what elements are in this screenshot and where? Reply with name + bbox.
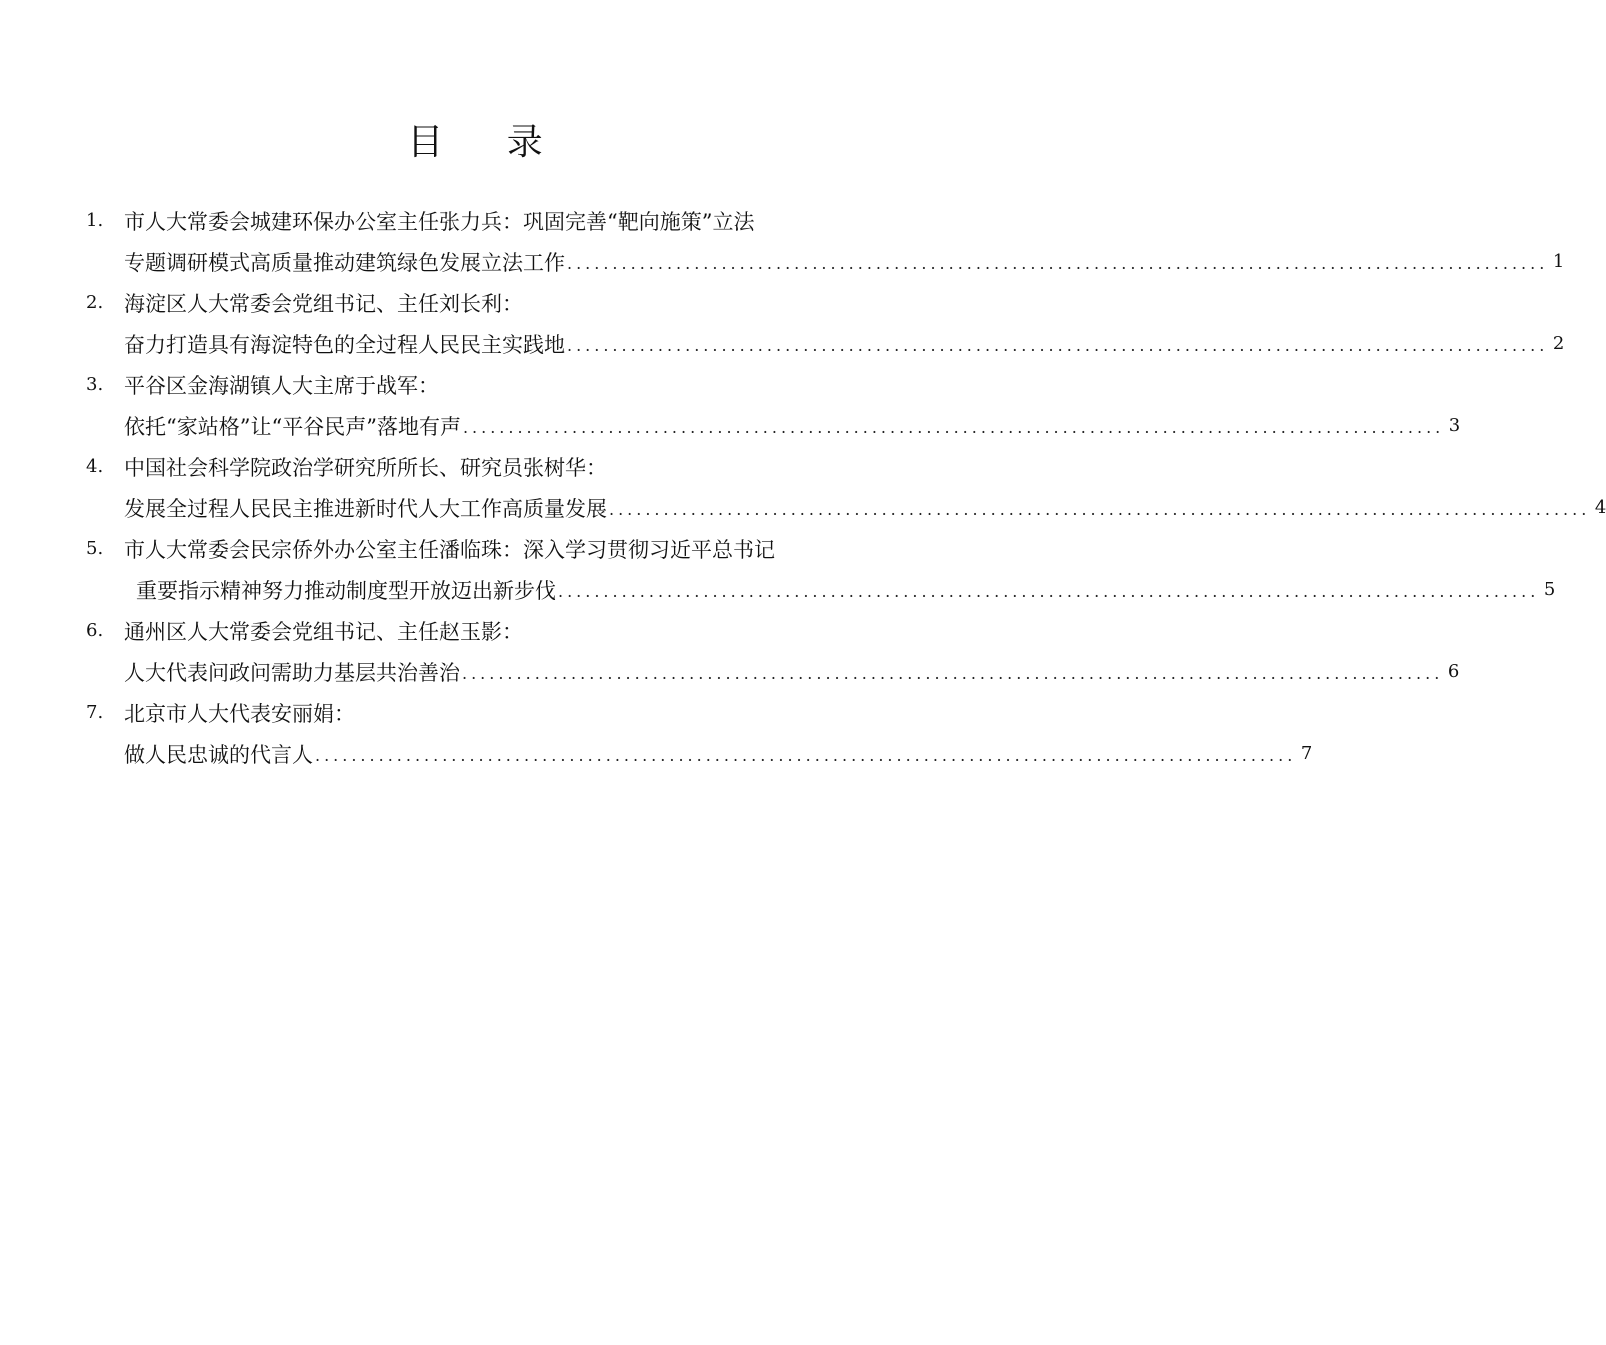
entry-heading: 通州区人大常委会党组书记、主任赵玉影： [124, 619, 523, 644]
entry-number: 2. [86, 292, 104, 313]
entry-number: 1. [86, 210, 104, 231]
toc-list [86, 200, 1606, 774]
page-number[interactable]: 5 [1543, 579, 1556, 600]
toc-entry-6[interactable] [86, 610, 1460, 692]
entry-subtitle: 发展全过程人民民主推进新时代人大工作高质量发展 [124, 496, 607, 521]
dot-leader: ............................................................................................................ [609, 500, 1591, 519]
dot-leader: ............................................................................................................ [567, 336, 1549, 355]
entry-subtitle: 做人民忠诚的代言人 [124, 742, 313, 767]
entry-heading: 平谷区金海湖镇人大主席于战军： [124, 373, 439, 398]
entry-subtitle: 人大代表问政问需助力基层共治善治 [124, 660, 460, 685]
entry-subtitle: 专题调研模式高质量推动建筑绿色发展立法工作 [124, 250, 565, 275]
toc-title: 目 录 [407, 122, 569, 163]
toc-entry-1[interactable] [86, 200, 1565, 282]
toc-entry-5[interactable] [86, 528, 1556, 610]
page-number[interactable]: 3 [1448, 415, 1461, 436]
dot-leader: ............................................................................................................ [567, 254, 1549, 273]
entry-subtitle: 奋力打造具有海淀特色的全过程人民民主实践地 [124, 332, 565, 357]
entry-number: 6. [86, 620, 104, 641]
entry-heading: 海淀区人大常委会党组书记、主任刘长利： [124, 291, 523, 316]
toc-entry-3[interactable] [86, 364, 1461, 446]
toc-entry-4[interactable] [86, 446, 1606, 528]
dot-leader: ............................................................................................................ [558, 582, 1540, 601]
toc-entry-2[interactable] [86, 282, 1565, 364]
page-number[interactable]: 7 [1300, 743, 1313, 764]
page-number[interactable]: 1 [1552, 251, 1565, 272]
dot-leader: ............................................................................................................ [462, 664, 1444, 683]
entry-heading: 北京市人大代表安丽娟： [124, 701, 355, 726]
entry-heading: 市人大常委会城建环保办公室主任张力兵：巩固完善“靶向施策”立法 [124, 209, 755, 234]
entry-heading: 中国社会科学院政治学研究所所长、研究员张树华： [124, 455, 607, 480]
dot-leader: ............................................................................................................ [315, 746, 1297, 765]
page-number[interactable]: 4 [1594, 497, 1606, 518]
dot-leader: ............................................................................................................ [462, 418, 1445, 437]
entry-number: 4. [86, 456, 104, 477]
entry-heading: 市人大常委会民宗侨外办公室主任潘临珠：深入学习贯彻习近平总书记 [124, 537, 775, 562]
page-number[interactable]: 6 [1447, 661, 1460, 682]
entry-subtitle: 依托“家站格”让“平谷民声”落地有声 [124, 414, 461, 439]
entry-number: 7. [86, 702, 104, 723]
entry-number: 5. [86, 538, 104, 559]
entry-subtitle: 重要指示精神努力推动制度型开放迈出新步伐 [136, 578, 556, 603]
entry-number: 3. [86, 374, 104, 395]
toc-entry-7[interactable] [86, 692, 1313, 774]
page-number[interactable]: 2 [1552, 333, 1565, 354]
